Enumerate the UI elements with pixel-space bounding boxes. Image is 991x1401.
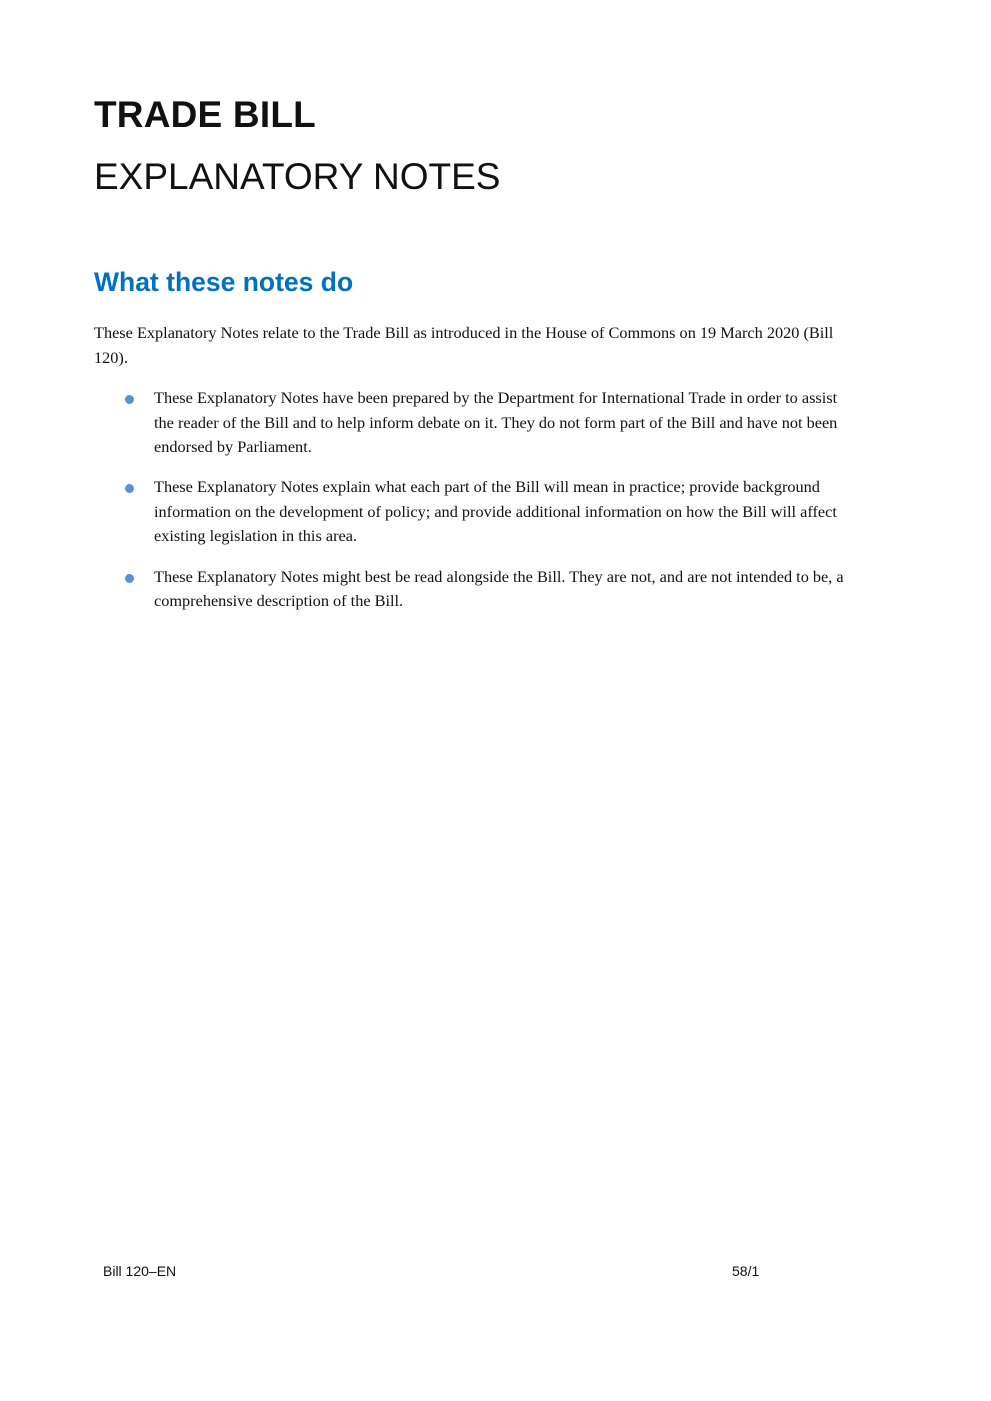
list-item <box>94 475 854 549</box>
document-title: TRADE BILL <box>94 94 316 135</box>
bullet-list <box>94 386 854 629</box>
intro-paragraph: These Explanatory Notes relate to the Trade Bill as introduced in the House of Commons on 19 March 2020 (Bill 120). <box>94 323 834 367</box>
footer-page-ref: 58/1 <box>732 1263 760 1279</box>
list-item <box>94 386 854 460</box>
section-heading: What these notes do <box>94 267 354 297</box>
list-item-text: These Explanatory Notes might best be read alongside the Bill. They are not, and are not intended to be, a comprehensive description of the Bill. <box>154 566 844 611</box>
list-item <box>94 565 854 614</box>
document-subtitle: EXPLANATORY NOTES <box>94 156 501 197</box>
bullet-icon <box>125 484 134 493</box>
bullet-icon <box>125 574 134 583</box>
list-item-text: These Explanatory Notes explain what each part of the Bill will mean in practice; provide background information on the development of policy; and provide additional information on how the Bill will affect existing legislation in this area. <box>154 477 837 546</box>
footer-bill-number: Bill 120–EN <box>103 1263 177 1279</box>
bullet-icon <box>125 395 134 404</box>
list-item-text: These Explanatory Notes have been prepared by the Department for International Trade in order to assist the reader of the Bill and to help inform debate on it. They do not form part of the Bill and have not been endorsed by Parliament. <box>154 388 838 457</box>
